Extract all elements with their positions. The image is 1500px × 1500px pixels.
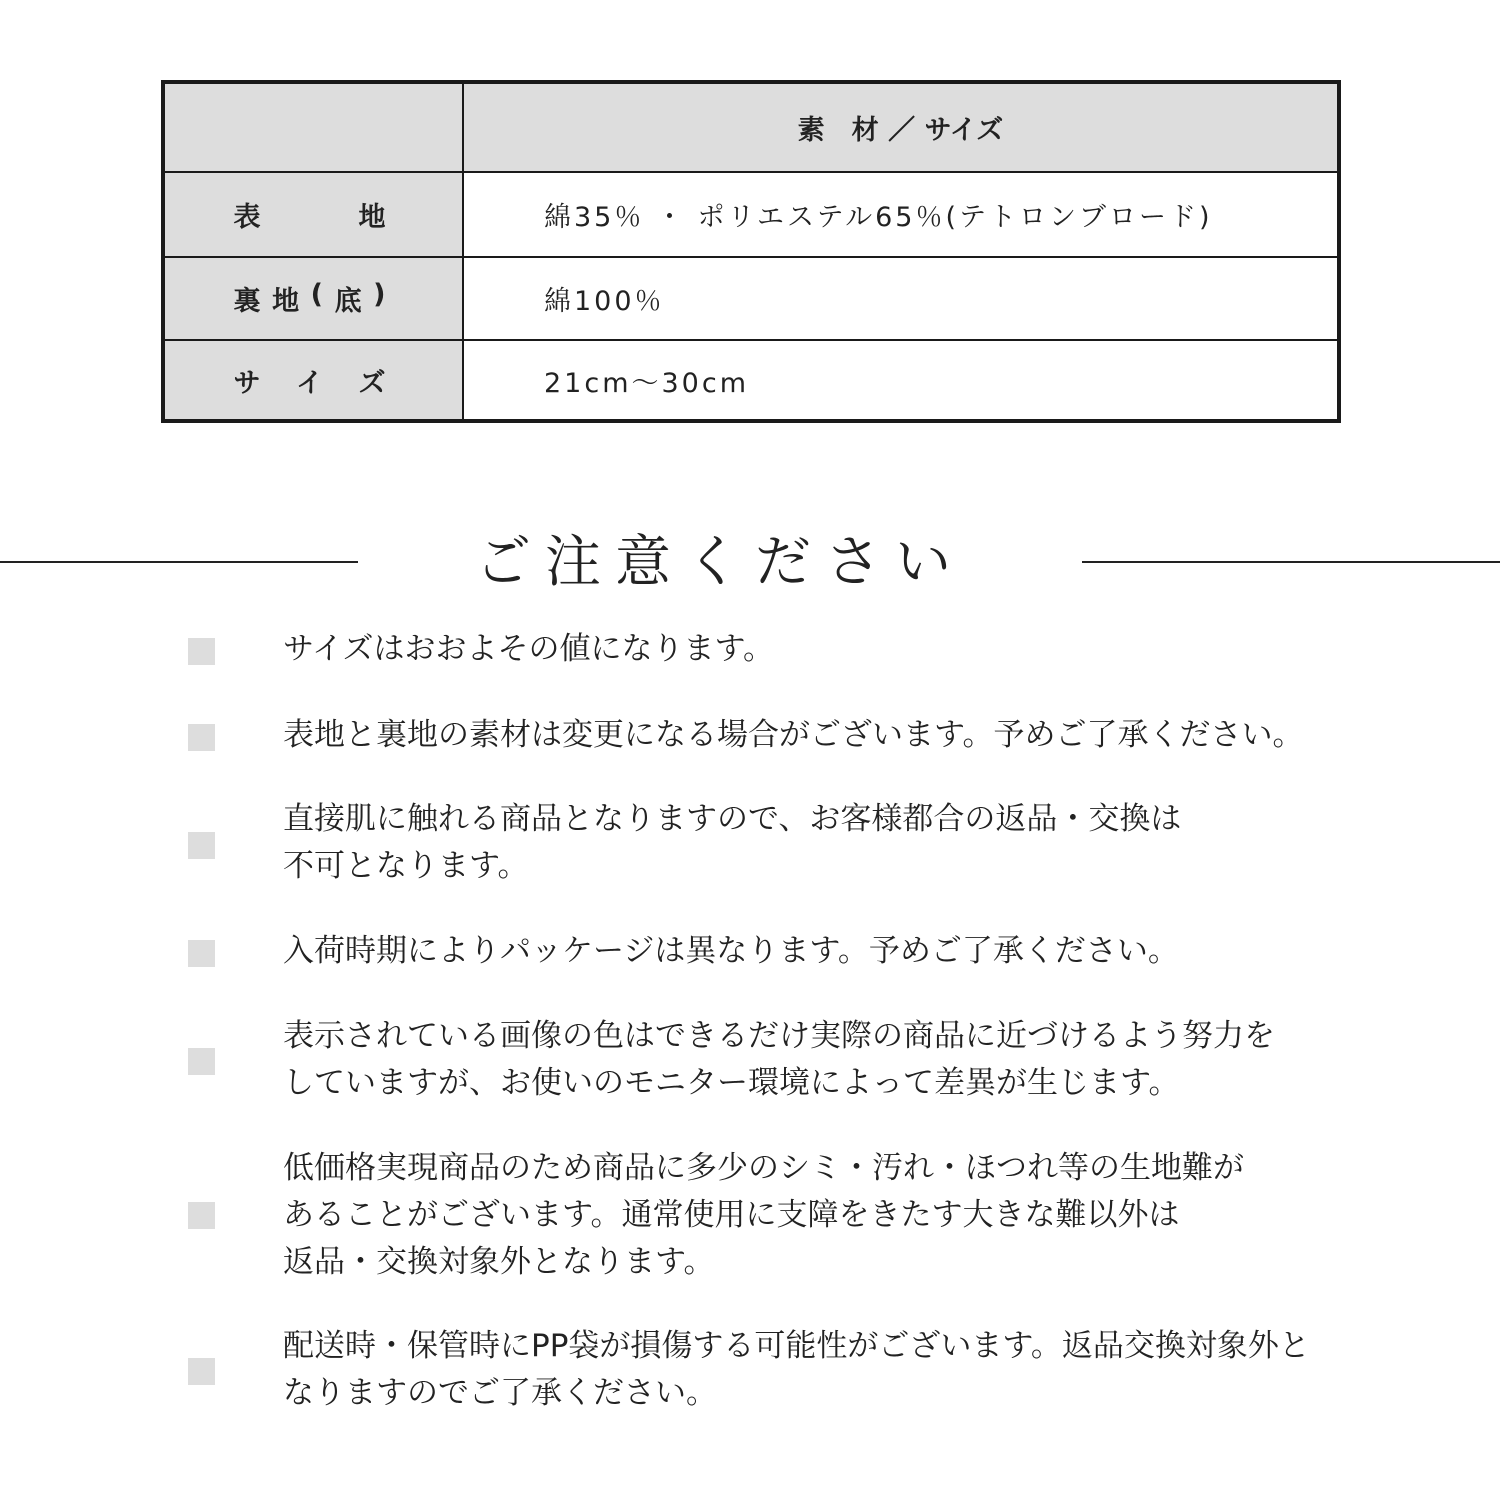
square-bullet-icon [188, 832, 215, 859]
row-label-char: 表 [233, 202, 269, 233]
notice-text: 入荷時期によりパッケージは異なります。予めご了承ください。 [283, 933, 1179, 969]
row-value-size: 21cm〜30cm [464, 341, 1337, 419]
notice-heading: ご注意ください [475, 530, 965, 595]
row-value-surface: 綿35％ ・ ポリエステル65％(テトロンブロード) [464, 173, 1337, 258]
square-bullet-icon [188, 1048, 215, 1075]
notice-text: 低価格実現商品のため商品に多少のシミ・汚れ・ほつれ等の生地難が あることがございます。通常使用に支障をきたす大きな難以外は 返品・交換対象外となります。 [283, 1150, 1244, 1280]
row-label-char: ズ [358, 367, 394, 399]
row-label-size [165, 341, 464, 419]
square-bullet-icon [188, 638, 215, 665]
row-label-char: 地 [272, 286, 308, 317]
notice-text: 配送時・保管時にPP袋が損傷する可能性がございます。返品交換対象外と なりますのでご了承ください。 [283, 1328, 1310, 1411]
row-label-char: ) [373, 279, 394, 310]
notice-text: 表地と裏地の素材は変更になる場合がございます。予めご了承ください。 [283, 717, 1304, 753]
table-corner-cell [165, 84, 464, 173]
square-bullet-icon [188, 1202, 215, 1229]
square-bullet-icon [188, 724, 215, 751]
row-label-char: 裏 [233, 286, 269, 317]
row-label-char: 地 [358, 202, 394, 233]
row-label-lining [165, 258, 464, 341]
square-bullet-icon [188, 1358, 215, 1385]
square-bullet-icon [188, 940, 215, 967]
row-label-char: サ [233, 367, 269, 399]
row-label-char: ( [310, 279, 331, 310]
spec-table [161, 80, 1341, 423]
row-label-surface [165, 173, 464, 258]
row-label-char: イ [296, 367, 331, 399]
heading-rule-left [0, 561, 358, 563]
notice-text: サイズはおおよその値になります。 [283, 631, 775, 667]
heading-rule-right [1082, 561, 1500, 563]
table-header-title: 素 材 ／ サイズ [464, 84, 1337, 173]
row-value-lining: 綿100％ [464, 258, 1337, 341]
row-label-char: 底 [334, 286, 370, 317]
notice-text: 表示されている画像の色はできるだけ実際の商品に近づけるよう努力を していますが、お使いのモニター環境によって差異が生じます。 [283, 1018, 1275, 1101]
notice-text: 直接肌に触れる商品となりますので、お客様都合の返品・交換は 不可となります。 [283, 801, 1182, 884]
